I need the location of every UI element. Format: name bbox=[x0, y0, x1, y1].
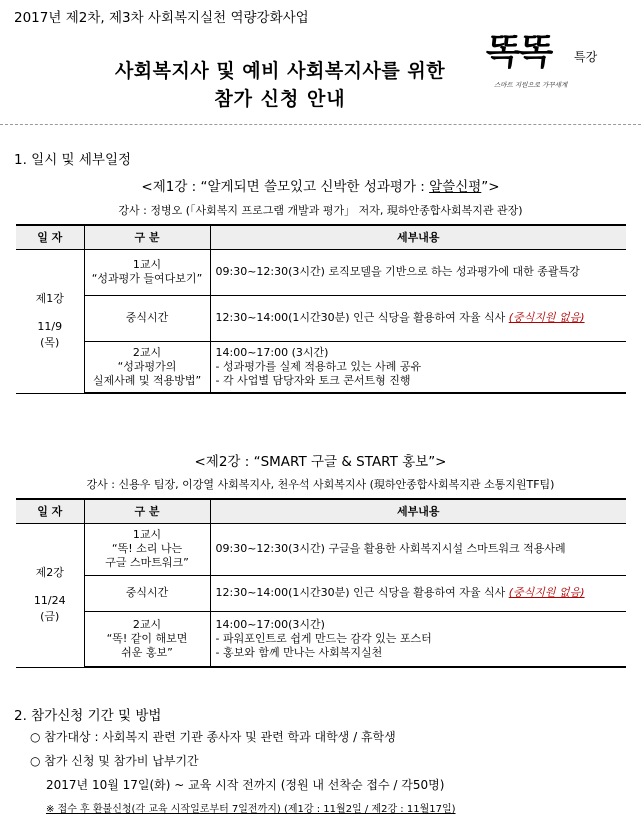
page-title-line2: 참가 신청 안내 bbox=[214, 88, 346, 110]
lecture1-period2-details: 14:00~17:00 (3시간) - 성과평가를 실제 적용하고 있는 사례 공유 - 각 사업별 담당자와 토크 콘서트형 진행 bbox=[210, 341, 626, 393]
lecture1-day-cell bbox=[16, 249, 84, 393]
lecture1-day-label: 제1강 bbox=[35, 292, 64, 305]
lecture2-day-cell bbox=[16, 523, 84, 667]
lecture2-lunch-category: 중식시간 bbox=[84, 575, 210, 611]
project-line: 2017년 제2차, 제3차 사회복지실천 역량강화사업 bbox=[14, 10, 309, 26]
lecture2-period1-details: 09:30~12:30(3시간) 구글을 활용한 사회복지시설 스마트워크 적용사례 bbox=[210, 523, 626, 575]
logo-main: 똑똑 bbox=[483, 31, 554, 73]
column-header-category: 구 분 bbox=[84, 499, 210, 523]
lecture1-instructor: 강사 : 정병오 (「사회복지 프로그램 개발과 평가」 저자, 現하안종합사회복지관 관장) bbox=[118, 204, 523, 217]
lecture2-title: <제2강 : “SMART 구글 & START 홍보”> bbox=[194, 454, 447, 470]
lecture1-period2-category: 2교시 “성과평가의 실제사례 및 적용방법” bbox=[84, 341, 210, 393]
column-header-category: 구 분 bbox=[84, 225, 210, 249]
lecture2-no-lunch-note: (중식지원 없음) bbox=[508, 586, 585, 599]
lecture1-lunch-details: 12:30~14:00(1시간30분) 인근 식당을 활용하여 자율 식사 (중식지원 없음) bbox=[210, 295, 626, 341]
lecture1-title-prefix: <제1강 : “알게되면 쓸모있고 신박한 성과평가 : bbox=[141, 179, 430, 195]
lecture1-day-weekday: (목) bbox=[40, 336, 60, 349]
lecture2-period1-category: 1교시 “똑! 소리 나는 구글 스마트워크” bbox=[84, 523, 210, 575]
column-header-details: 세부내용 bbox=[210, 225, 626, 249]
lecture2-period2-details: 14:00~17:00(3시간) - 파워포인트로 쉽게 만드는 감각 있는 포스터 - 홍보와 함께 만나는 사회복지실천 bbox=[210, 611, 626, 667]
lecture2-schedule-table bbox=[16, 498, 626, 668]
logo-tagline: 스마트 지원으로 가꾸세계 bbox=[494, 81, 568, 89]
ttokttok-logo bbox=[480, 24, 620, 94]
lecture1-period1-category: 1교시 “성과평가 들여다보기” bbox=[84, 249, 210, 295]
lecture1-title-suffix: ”> bbox=[481, 179, 500, 195]
column-header-details: 세부내용 bbox=[210, 499, 626, 523]
lecture1-schedule-table bbox=[16, 224, 626, 394]
lecture1-day-date: 11/9 bbox=[37, 320, 63, 333]
lecture2-period2-category: 2교시 “똑! 같이 해보면 쉬운 홍보” bbox=[84, 611, 210, 667]
lecture1-title bbox=[0, 175, 641, 195]
lecture2-day-label: 제2강 bbox=[35, 566, 64, 579]
column-header-date: 일 자 bbox=[16, 499, 84, 523]
lecture2-instructor: 강사 : 신용우 팀장, 이강열 사회복지사, 천우석 사회복지사 (現하안종합사회복지관 소통지원TF팀) bbox=[86, 478, 555, 491]
apply-period: 2017년 10월 17일(화) ~ 교육 시작 전까지 (정원 내 선착순 접수 / 각50명) bbox=[46, 778, 445, 792]
page-title-line1: 사회복지사 및 예비 사회복지사를 위한 bbox=[114, 60, 446, 82]
lecture2-day-weekday: (금) bbox=[40, 610, 60, 623]
header-divider bbox=[0, 124, 641, 125]
lecture2-day-date: 11/24 bbox=[33, 594, 66, 607]
refund-note: ※ 접수 후 환불신청(각 교육 시작일로부터 7일전까지) (제1강 : 11월2일 / 제2강 : 11월17일) bbox=[46, 804, 456, 815]
lecture1-no-lunch-note: (중식지원 없음) bbox=[508, 311, 585, 324]
lecture1-title-underlined: 알쓸신평 bbox=[429, 179, 482, 195]
section2-heading: 2. 참가신청 기간 및 방법 bbox=[14, 708, 162, 724]
column-header-date: 일 자 bbox=[16, 225, 84, 249]
apply-period-heading: ○ 참가 신청 및 참가비 납부기간 bbox=[30, 754, 199, 768]
lecture1-lunch-category: 중식시간 bbox=[84, 295, 210, 341]
target-participants: ○ 참가대상 : 사회복지 관련 기관 종사자 및 관련 학과 대학생 / 휴학생 bbox=[30, 730, 396, 744]
section1-heading: 1. 일시 및 세부일정 bbox=[14, 152, 132, 168]
lecture2-lunch-details: 12:30~14:00(1시간30분) 인근 식당을 활용하여 자율 식사 (중식지원 없음) bbox=[210, 575, 626, 611]
logo-suffix: 특강 bbox=[574, 50, 598, 64]
lecture1-period1-details: 09:30~12:30(3시간) 로직모델을 기반으로 하는 성과평가에 대한 종괄특강 bbox=[210, 249, 626, 295]
